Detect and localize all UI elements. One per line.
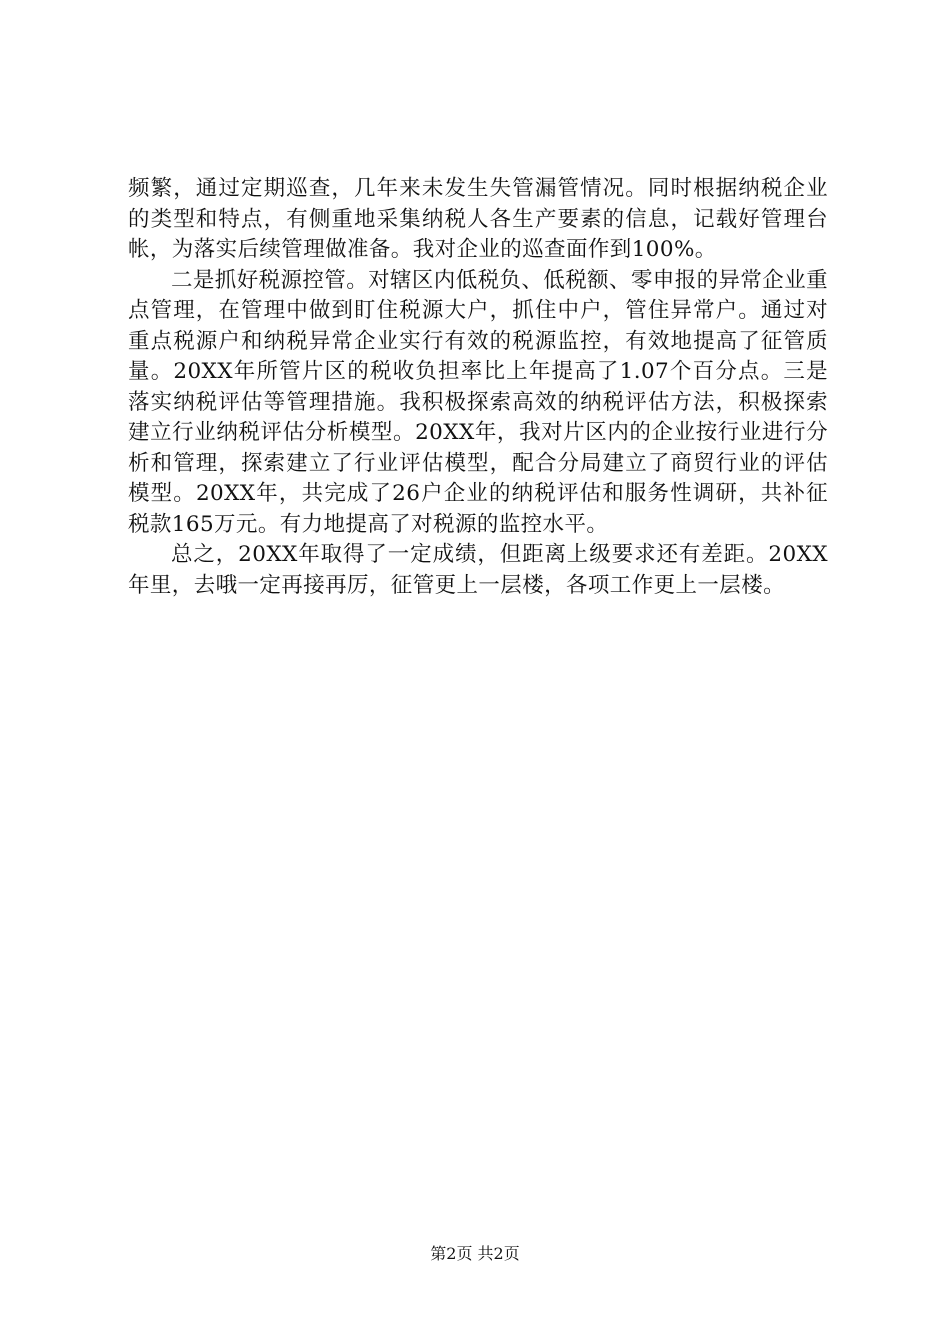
paragraph-1: 频繁，通过定期巡查，几年来未发生失管漏管情况。同时根据纳税企业的类型和特点，有侧重地采集纳税人各生产要素的信息，记载好管理台帐，为落实后续管理做准备。我对企业的巡查面作到100%。 <box>128 176 828 262</box>
paragraph-2: 二是抓好税源控管。对辖区内低税负、低税额、零申报的异常企业重点管理，在管理中做到盯住税源大户，抓住中户，管住异常户。通过对重点税源户和纳税异常企业实行有效的税源监控，有效地提高了征管质量。20XX年所管片区的税收负担率比上年提高了1.07个百分点。三是落实纳税评估等管理措施。我积极探索高效的纳税评估方法，积极探索建立行业纳税评估分析模型。20XX年，我对片区内的企业按行业进行分析和管理，探索建立了行业评估模型，配合分局建立了商贸行业的评估模型。20XX年，共完成了26户企业的纳税评估和服务性调研，共补征税款165万元。有力地提高了对税源的监控水平。 <box>128 267 829 537</box>
page-footer: 第2页 共2页 <box>430 1244 520 1263</box>
paragraph-3: 总之，20XX年取得了一定成绩，但距离上级要求还有差距。20XX年里，去哦一定再接再厉，征管更上一层楼，各项工作更上一层楼。 <box>128 542 828 598</box>
document-body <box>128 174 828 601</box>
